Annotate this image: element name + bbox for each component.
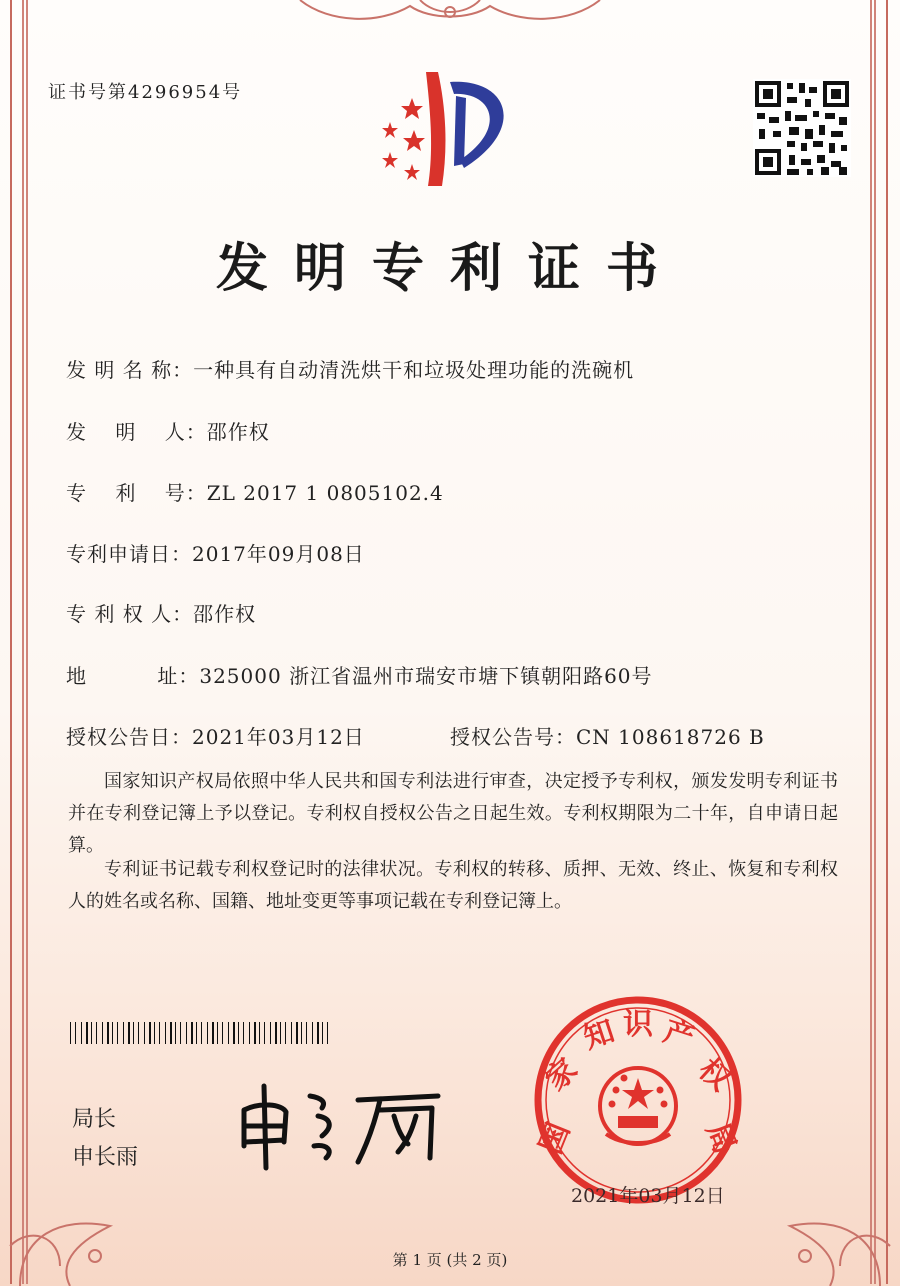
certificate-number: 证书号第4296954号 xyxy=(48,82,243,103)
svg-text:国: 国 xyxy=(533,1117,578,1159)
qr-code-icon xyxy=(753,79,851,177)
ornament-top-icon xyxy=(290,0,610,28)
invention-name-label: 发 明 名 称： xyxy=(66,358,194,382)
grant-number-value: CN 108618726 B xyxy=(576,725,765,749)
svg-text:权: 权 xyxy=(691,1051,738,1098)
inventor-label: 发 明 人： xyxy=(66,420,207,444)
patent-number-row xyxy=(66,477,444,506)
address-label: 地 址： xyxy=(66,664,200,688)
inventor-value: 邵作权 xyxy=(206,420,270,444)
page-title: 发明专利证书 xyxy=(215,239,684,299)
invention-name-value: 一种具有自动清洗烘干和垃圾处理功能的洗碗机 xyxy=(193,358,635,382)
application-date-label: 专利申请日： xyxy=(66,542,192,566)
svg-text:识: 识 xyxy=(623,1007,653,1042)
svg-text:局: 局 xyxy=(698,1117,743,1159)
inventor-row xyxy=(66,416,270,445)
invention-name-row xyxy=(66,354,634,383)
patentee-row xyxy=(66,598,256,627)
grant-date-value: 2021年03月12日 xyxy=(192,725,365,749)
paragraph-2: 专利证书记载专利权登记时的法律状况。专利权的转移、质押、无效、终止、恢复和专利权人的姓名或名称、国籍、地址变更等事项记载在专利登记簿上。 xyxy=(68,859,838,912)
official-seal-icon xyxy=(528,994,748,1204)
barcode-icon xyxy=(70,1022,332,1044)
paragraph-1: 国家知识产权局依照中华人民共和国专利法进行审查，决定授予专利权，颁发发明专利证书并在专利登记簿上予以登记。专利权自授权公告之日起生效。专利权期限为二十年，自申请日起算。 xyxy=(68,771,838,856)
application-date-value: 2017年09月08日 xyxy=(192,542,365,566)
address-row xyxy=(66,660,653,689)
seal-date: 2021年03月12日 xyxy=(571,1185,725,1207)
svg-text:产: 产 xyxy=(659,1013,699,1057)
grant-date-label: 授权公告日： xyxy=(66,725,192,749)
patent-number-label: 专 利 号： xyxy=(66,481,207,505)
grant-number-label: 授权公告号： xyxy=(450,725,576,749)
director-name: 申长雨 xyxy=(72,1145,139,1170)
patentee-label: 专 利 权 人： xyxy=(66,602,194,626)
director-title: 局长 xyxy=(72,1107,117,1132)
grant-date-row xyxy=(66,721,365,750)
svg-text:知: 知 xyxy=(579,1013,619,1057)
patentee-value: 邵作权 xyxy=(193,602,257,626)
application-date-row xyxy=(66,538,365,567)
grant-number-row xyxy=(450,721,765,750)
page-number: 第 1 页 (共 2 页) xyxy=(392,1251,508,1269)
patent-number-value: ZL 2017 1 0805102.4 xyxy=(206,481,444,505)
patent-office-logo-icon xyxy=(368,68,528,190)
address-value: 325000 浙江省温州市瑞安市塘下镇朝阳路60号 xyxy=(199,664,653,688)
handwritten-signature-icon xyxy=(230,1076,460,1172)
svg-text:家: 家 xyxy=(538,1051,585,1098)
